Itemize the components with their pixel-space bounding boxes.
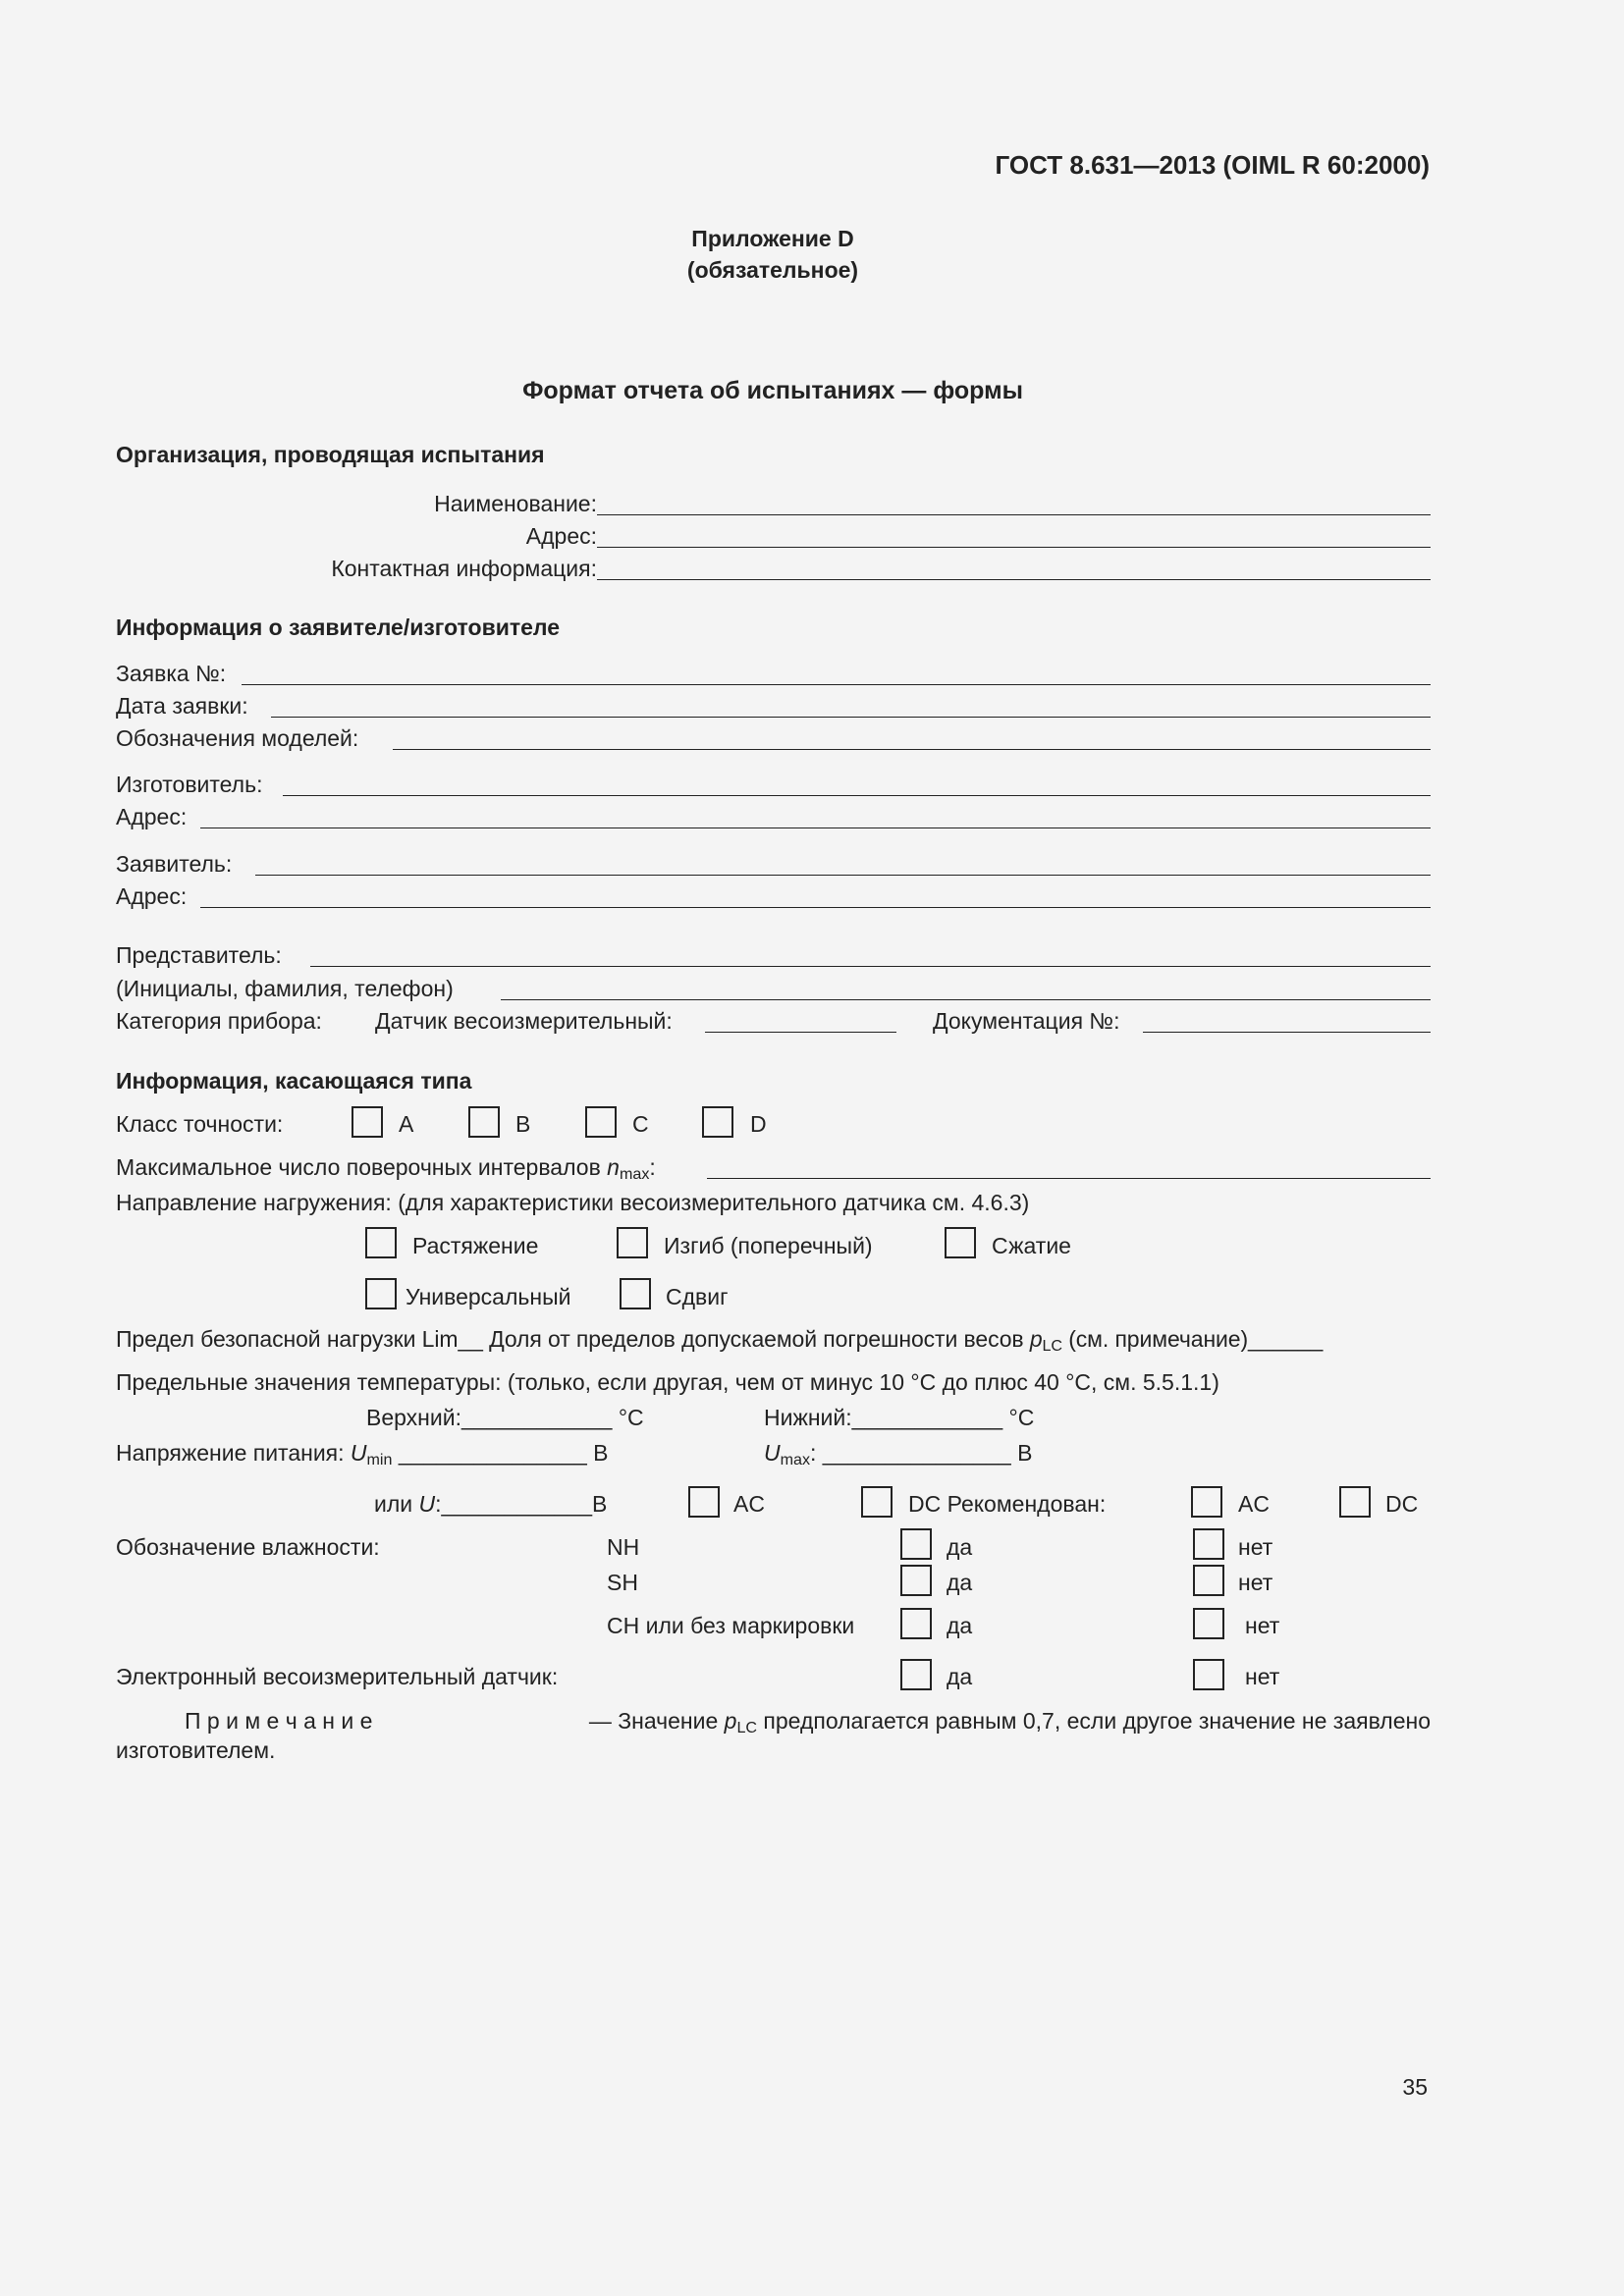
applicant-heading: Информация о заявителе/изготовителе xyxy=(116,614,561,640)
note-text: — Значение $p_{LC}$ предполагается равным 0,7, если другое значение не заявлено xyxy=(588,1708,1431,1736)
representative-field[interactable] xyxy=(310,966,1431,967)
note-line-1 xyxy=(116,1708,1431,1736)
electronic-no-checkbox[interactable] xyxy=(1193,1659,1224,1690)
humidity-ch-no-checkbox[interactable] xyxy=(1193,1608,1224,1639)
shear-checkbox[interactable] xyxy=(620,1278,651,1309)
ac-checkbox[interactable] xyxy=(688,1486,720,1518)
humidity-label: Обозначение влажности: xyxy=(116,1534,380,1560)
class-c-checkbox[interactable] xyxy=(585,1106,617,1138)
class-d-checkbox[interactable] xyxy=(702,1106,733,1138)
documentation-field[interactable] xyxy=(1143,1032,1431,1033)
load-cell-label: Датчик весоизмерительный: xyxy=(375,1008,673,1034)
dc-checkbox[interactable] xyxy=(861,1486,893,1518)
bending-label: Изгиб (поперечный) xyxy=(664,1233,873,1258)
humidity-ch-yes-checkbox[interactable] xyxy=(900,1608,932,1639)
annex-status: (обязательное) xyxy=(686,257,859,283)
note-line-2: изготовителем. xyxy=(116,1737,276,1763)
applicant-field[interactable] xyxy=(255,875,1431,876)
upper-temp-field[interactable]: Верхний:____________ °C xyxy=(366,1405,644,1430)
humidity-sh-yes-label: да xyxy=(947,1570,973,1595)
application-date-label: Дата заявки: xyxy=(116,693,248,719)
doc-title: Формат отчета об испытаниях — формы xyxy=(522,377,1023,404)
manufacturer-label: Изготовитель: xyxy=(116,772,263,797)
loading-direction-label: Направление нагружения: (для характеристики весоизмерительного датчика см. 4.6.3) xyxy=(116,1190,1030,1215)
models-field[interactable] xyxy=(393,749,1431,750)
class-b-checkbox[interactable] xyxy=(468,1106,500,1138)
applicant-label: Заявитель: xyxy=(116,851,233,877)
type-info-heading: Информация, касающаяся типа xyxy=(116,1068,472,1094)
compression-label: Сжатие xyxy=(992,1233,1071,1258)
org-address-label: Адрес: xyxy=(525,523,597,549)
applicant-address-field[interactable] xyxy=(200,907,1431,908)
electronic-no-label: нет xyxy=(1245,1664,1280,1689)
bending-checkbox[interactable] xyxy=(617,1227,648,1258)
recommended-dc-label: DC xyxy=(1385,1491,1419,1517)
documentation-label: Документация №: xyxy=(933,1008,1120,1034)
category-label: Категория прибора: xyxy=(116,1008,322,1034)
electronic-yes-label: да xyxy=(947,1664,973,1689)
or-u-field[interactable]: или U:____________В xyxy=(374,1491,608,1517)
accuracy-class-label: Класс точности: xyxy=(116,1111,284,1137)
nmax-label: Максимальное число поверочных интервалов $n_{max}$: xyxy=(116,1154,656,1183)
rep-details-label: (Инициалы, фамилия, телефон) xyxy=(116,976,454,1001)
org-contact-field[interactable] xyxy=(597,579,1431,580)
org-contact-label: Контактная информация: xyxy=(331,556,597,581)
manufacturer-field[interactable] xyxy=(283,795,1431,796)
recommended-ac-checkbox[interactable] xyxy=(1191,1486,1222,1518)
manufacturer-address-label: Адрес: xyxy=(116,804,188,829)
standard-designation: ГОСТ 8.631—2013 (OIML R 60:2000) xyxy=(995,150,1430,180)
safe-load-limit-label: Предел безопасной нагрузки Lim__ Доля от пределов допускаемой погрешности весов $p_{LC}$ (см. примечание)______ xyxy=(116,1326,1324,1355)
representative-label: Представитель: xyxy=(116,942,282,968)
tension-checkbox[interactable] xyxy=(365,1227,397,1258)
humidity-nh-no-checkbox[interactable] xyxy=(1193,1528,1224,1560)
universal-checkbox[interactable] xyxy=(365,1278,397,1309)
application-no-field[interactable] xyxy=(242,684,1431,685)
annex-title: Приложение D xyxy=(691,226,854,251)
org-heading: Организация, проводящая испытания xyxy=(116,442,545,467)
compression-checkbox[interactable] xyxy=(945,1227,976,1258)
shear-label: Сдвиг xyxy=(666,1284,729,1309)
umax-field[interactable]: $U_{max}$: _______________ В xyxy=(764,1440,1033,1468)
nmax-field[interactable] xyxy=(707,1178,1431,1179)
humidity-nh-label: NH xyxy=(607,1534,640,1560)
humidity-sh-label: SH xyxy=(607,1570,638,1595)
humidity-ch-no-label: нет xyxy=(1245,1613,1280,1638)
application-no-label: Заявка №: xyxy=(116,661,227,686)
class-c-label: C xyxy=(632,1111,649,1137)
humidity-nh-yes-label: да xyxy=(947,1534,973,1560)
temperature-limits-label: Предельные значения температуры: (только, если другая, чем от минус 10 °C до плюс 40 °C, см. 5.5.1.1) xyxy=(116,1369,1219,1395)
org-address-field[interactable] xyxy=(597,547,1431,548)
electronic-load-cell-label: Электронный весоизмерительный датчик: xyxy=(116,1664,559,1689)
dc-recommended-label: DC Рекомендован: xyxy=(908,1491,1107,1517)
applicant-address-label: Адрес: xyxy=(116,883,188,909)
page-number: 35 xyxy=(1402,2074,1428,2100)
class-a-label: A xyxy=(399,1111,414,1137)
humidity-sh-no-checkbox[interactable] xyxy=(1193,1565,1224,1596)
recommended-ac-label: AC xyxy=(1238,1491,1270,1517)
recommended-dc-checkbox[interactable] xyxy=(1339,1486,1371,1518)
humidity-ch-label: CH или без маркировки xyxy=(607,1613,855,1638)
note-lead: П р и м е ч а н и е xyxy=(185,1708,373,1734)
humidity-sh-yes-checkbox[interactable] xyxy=(900,1565,932,1596)
load-cell-field[interactable] xyxy=(705,1032,896,1033)
humidity-nh-no-label: нет xyxy=(1238,1534,1273,1560)
electronic-yes-checkbox[interactable] xyxy=(900,1659,932,1690)
models-label: Обозначения моделей: xyxy=(116,725,359,751)
ac-label: AC xyxy=(733,1491,765,1517)
lower-temp-field[interactable]: Нижний:____________ °C xyxy=(764,1405,1035,1430)
supply-voltage-label: Напряжение питания: $U_{min}$ _______________ В xyxy=(116,1440,609,1468)
application-date-field[interactable] xyxy=(271,717,1431,718)
universal-label: Универсальный xyxy=(406,1284,571,1309)
class-b-label: B xyxy=(515,1111,531,1137)
humidity-sh-no-label: нет xyxy=(1238,1570,1273,1595)
humidity-ch-yes-label: да xyxy=(947,1613,973,1638)
rep-details-field[interactable] xyxy=(501,999,1431,1000)
org-name-field[interactable] xyxy=(597,514,1431,515)
humidity-nh-yes-checkbox[interactable] xyxy=(900,1528,932,1560)
tension-label: Растяжение xyxy=(412,1233,539,1258)
org-name-label: Наименование: xyxy=(434,491,597,516)
class-d-label: D xyxy=(750,1111,767,1137)
class-a-checkbox[interactable] xyxy=(352,1106,383,1138)
